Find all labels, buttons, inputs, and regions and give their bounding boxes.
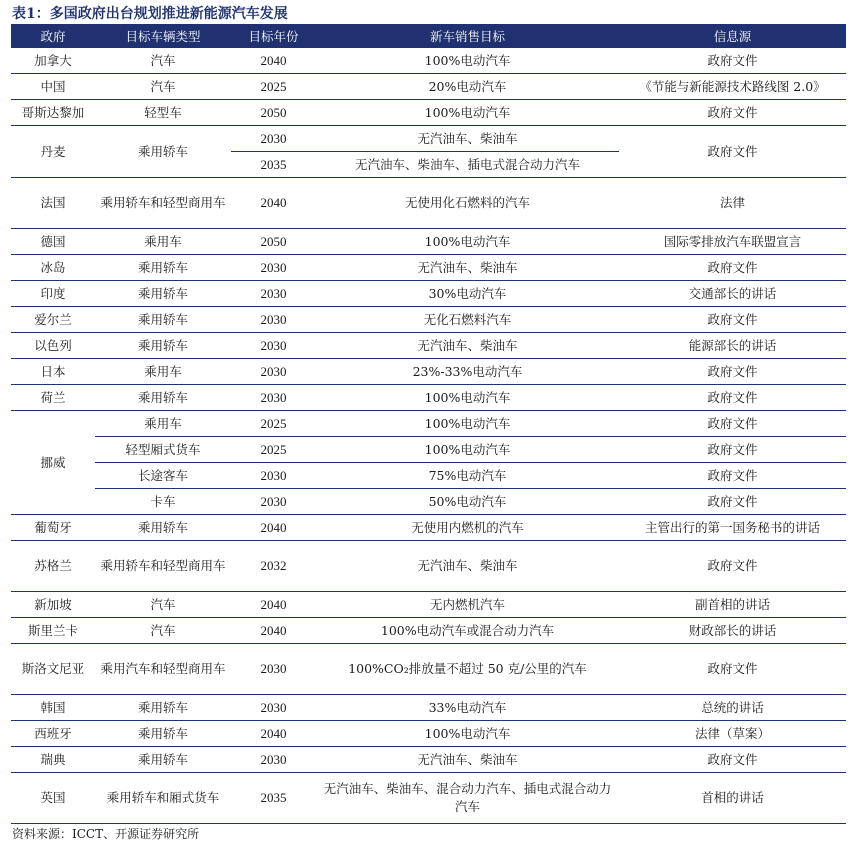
table-row — [11, 126, 846, 152]
cell-vehicle: 乘用轿车 — [95, 695, 231, 721]
cell-target: 无汽油车、柴油车 — [316, 747, 619, 773]
cell-vehicle: 乘用轿车 — [95, 515, 231, 541]
cell-country: 加拿大 — [11, 48, 95, 74]
cell-country: 荷兰 — [11, 385, 95, 411]
cell-source: 政府文件 — [619, 48, 846, 74]
cell-target: 20%电动汽车 — [316, 74, 619, 100]
table-row — [11, 48, 846, 74]
cell-target: 无内燃机汽车 — [316, 592, 619, 618]
cell-year: 2030 — [231, 359, 316, 385]
cell-target: 100%电动汽车 — [316, 100, 619, 126]
cell-country: 德国 — [11, 229, 95, 255]
cell-target: 100%电动汽车 — [316, 721, 619, 747]
cell-country: 韩国 — [11, 695, 95, 721]
ev-policy-table — [11, 24, 846, 824]
cell-source: 政府文件 — [619, 489, 846, 515]
cell-target: 100%电动汽车 — [316, 229, 619, 255]
cell-country: 新加坡 — [11, 592, 95, 618]
cell-source: 副首相的讲话 — [619, 592, 846, 618]
cell-year: 2040 — [231, 721, 316, 747]
cell-vehicle: 乘用轿车 — [95, 307, 231, 333]
table-row — [11, 281, 846, 307]
header-info-source: 信息源 — [619, 24, 846, 48]
cell-source: 政府文件 — [619, 541, 846, 592]
cell-year: 2025 — [231, 437, 316, 463]
cell-year: 2030 — [231, 126, 316, 152]
cell-country: 法国 — [11, 178, 95, 229]
cell-year: 2030 — [231, 644, 316, 695]
source-note: 资料来源：ICCT、开源证券研究所 — [12, 827, 200, 841]
table-header-row — [11, 24, 846, 48]
cell-vehicle: 乘用轿车 — [95, 721, 231, 747]
cell-vehicle: 乘用轿车 — [95, 333, 231, 359]
cell-year: 2030 — [231, 281, 316, 307]
cell-target: 无汽油车、柴油车 — [316, 541, 619, 592]
cell-vehicle: 汽车 — [95, 592, 231, 618]
table-row — [11, 411, 846, 437]
table-row — [11, 721, 846, 747]
cell-vehicle: 乘用轿车 — [95, 747, 231, 773]
header-sales-target: 新车销售目标 — [316, 24, 619, 48]
cell-vehicle: 长途客车 — [95, 463, 231, 489]
table-row — [11, 489, 846, 515]
cell-target: 无使用内燃机的汽车 — [316, 515, 619, 541]
cell-target: 100%电动汽车 — [316, 385, 619, 411]
cell-source: 政府文件 — [619, 126, 846, 178]
cell-source: 政府文件 — [619, 747, 846, 773]
table-row — [11, 463, 846, 489]
table-row — [11, 385, 846, 411]
cell-vehicle: 乘用轿车和轻型商用车 — [95, 541, 231, 592]
table-row — [11, 644, 846, 695]
cell-country: 印度 — [11, 281, 95, 307]
cell-source: 财政部长的讲话 — [619, 618, 846, 644]
cell-vehicle: 乘用车 — [95, 359, 231, 385]
cell-vehicle: 乘用轿车和厢式货车 — [95, 773, 231, 824]
cell-year: 2035 — [231, 773, 316, 824]
table-row — [11, 695, 846, 721]
table-row — [11, 541, 846, 592]
cell-target: 100%电动汽车 — [316, 411, 619, 437]
cell-country: 丹麦 — [11, 126, 95, 178]
cell-target: 100%CO₂排放量不超过 50 克/公里的汽车 — [316, 644, 619, 695]
cell-country: 斯洛文尼亚 — [11, 644, 95, 695]
cell-country: 哥斯达黎加 — [11, 100, 95, 126]
cell-vehicle: 乘用轿车和轻型商用车 — [95, 178, 231, 229]
cell-source: 政府文件 — [619, 255, 846, 281]
cell-country: 冰岛 — [11, 255, 95, 281]
table-row — [11, 229, 846, 255]
cell-country: 日本 — [11, 359, 95, 385]
cell-year: 2035 — [231, 152, 316, 178]
cell-source: 政府文件 — [619, 359, 846, 385]
cell-source: 能源部长的讲话 — [619, 333, 846, 359]
cell-vehicle: 轻型车 — [95, 100, 231, 126]
cell-year: 2050 — [231, 100, 316, 126]
cell-target: 30%电动汽车 — [316, 281, 619, 307]
table-row — [11, 437, 846, 463]
cell-vehicle: 乘用轿车 — [95, 126, 231, 178]
cell-target: 无使用化石燃料的汽车 — [316, 178, 619, 229]
table-row — [11, 773, 846, 824]
cell-year: 2050 — [231, 229, 316, 255]
cell-year: 2040 — [231, 592, 316, 618]
table-row — [11, 618, 846, 644]
cell-year: 2030 — [231, 307, 316, 333]
cell-country: 中国 — [11, 74, 95, 100]
table-row — [11, 100, 846, 126]
cell-year: 2030 — [231, 385, 316, 411]
cell-year: 2040 — [231, 515, 316, 541]
table-row — [11, 74, 846, 100]
cell-year: 2040 — [231, 618, 316, 644]
cell-year: 2025 — [231, 411, 316, 437]
table-row — [11, 747, 846, 773]
cell-country: 以色列 — [11, 333, 95, 359]
cell-source: 首相的讲话 — [619, 773, 846, 824]
cell-target: 50%电动汽车 — [316, 489, 619, 515]
cell-target: 无汽油车、柴油车、混合动力汽车、插电式混合动力汽车 — [316, 773, 619, 824]
table-row — [11, 178, 846, 229]
cell-vehicle: 乘用轿车 — [95, 385, 231, 411]
cell-source: 主管出行的第一国务秘书的讲话 — [619, 515, 846, 541]
table-row — [11, 592, 846, 618]
cell-year: 2030 — [231, 255, 316, 281]
cell-source: 总统的讲话 — [619, 695, 846, 721]
cell-vehicle: 乘用汽车和轻型商用车 — [95, 644, 231, 695]
cell-country: 爱尔兰 — [11, 307, 95, 333]
table-row — [11, 333, 846, 359]
cell-source: 政府文件 — [619, 411, 846, 437]
cell-country: 西班牙 — [11, 721, 95, 747]
cell-target: 100%电动汽车 — [316, 437, 619, 463]
table-row — [11, 307, 846, 333]
cell-target: 23%-33%电动汽车 — [316, 359, 619, 385]
cell-country: 斯里兰卡 — [11, 618, 95, 644]
cell-year: 2030 — [231, 333, 316, 359]
cell-vehicle: 汽车 — [95, 618, 231, 644]
header-target-year: 目标年份 — [231, 24, 316, 48]
cell-target: 无汽油车、柴油车 — [316, 255, 619, 281]
cell-country: 挪威 — [11, 411, 95, 515]
cell-source: 政府文件 — [619, 644, 846, 695]
cell-target: 无汽油车、柴油车 — [316, 126, 619, 152]
table-title: 表1：多国政府出台规划推进新能源汽车发展 — [12, 6, 288, 22]
cell-year: 2040 — [231, 48, 316, 74]
table-row — [11, 515, 846, 541]
cell-vehicle: 乘用轿车 — [95, 255, 231, 281]
header-vehicle-type: 目标车辆类型 — [95, 24, 231, 48]
cell-source: 法律（草案） — [619, 721, 846, 747]
cell-country: 英国 — [11, 773, 95, 824]
cell-year: 2030 — [231, 489, 316, 515]
cell-vehicle: 轻型厢式货车 — [95, 437, 231, 463]
cell-source: 政府文件 — [619, 100, 846, 126]
cell-year: 2030 — [231, 695, 316, 721]
cell-source: 《节能与新能源技术路线图 2.0》 — [619, 74, 846, 100]
cell-vehicle: 乘用车 — [95, 411, 231, 437]
header-government: 政府 — [11, 24, 95, 48]
cell-source: 政府文件 — [619, 463, 846, 489]
cell-vehicle: 乘用车 — [95, 229, 231, 255]
cell-target: 无汽油车、柴油车、插电式混合动力汽车 — [316, 152, 619, 178]
cell-source: 交通部长的讲话 — [619, 281, 846, 307]
cell-source: 法律 — [619, 178, 846, 229]
cell-target: 无化石燃料汽车 — [316, 307, 619, 333]
table-row — [11, 359, 846, 385]
cell-year: 2030 — [231, 747, 316, 773]
cell-target: 100%电动汽车 — [316, 48, 619, 74]
cell-source: 政府文件 — [619, 437, 846, 463]
cell-source: 政府文件 — [619, 307, 846, 333]
cell-target: 无汽油车、柴油车 — [316, 333, 619, 359]
cell-year: 2030 — [231, 463, 316, 489]
cell-target: 100%电动汽车或混合动力汽车 — [316, 618, 619, 644]
cell-country: 葡萄牙 — [11, 515, 95, 541]
cell-vehicle: 乘用轿车 — [95, 281, 231, 307]
cell-country: 苏格兰 — [11, 541, 95, 592]
cell-vehicle: 汽车 — [95, 74, 231, 100]
table-row — [11, 255, 846, 281]
cell-year: 2025 — [231, 74, 316, 100]
cell-vehicle: 卡车 — [95, 489, 231, 515]
cell-target: 75%电动汽车 — [316, 463, 619, 489]
cell-source: 国际零排放汽车联盟宣言 — [619, 229, 846, 255]
cell-year: 2040 — [231, 178, 316, 229]
cell-vehicle: 汽车 — [95, 48, 231, 74]
cell-source: 政府文件 — [619, 385, 846, 411]
cell-country: 瑞典 — [11, 747, 95, 773]
cell-year: 2032 — [231, 541, 316, 592]
cell-target: 33%电动汽车 — [316, 695, 619, 721]
